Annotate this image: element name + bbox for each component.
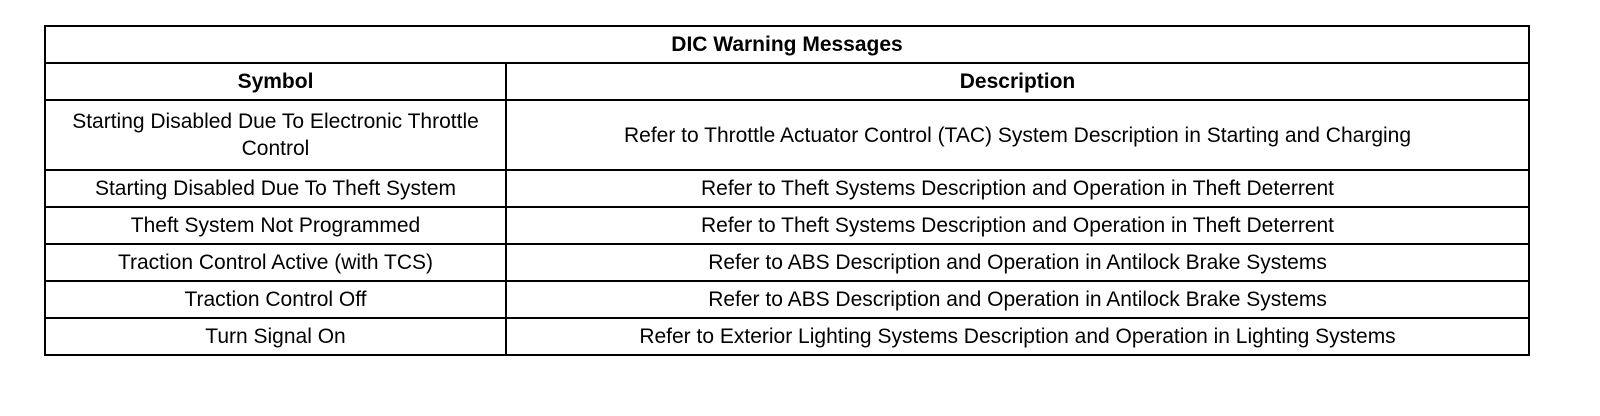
symbol-cell: Traction Control Off (45, 281, 506, 318)
table-row (45, 100, 1529, 170)
column-header-description: Description (506, 63, 1529, 100)
table-row (45, 281, 1529, 318)
table-header-row (45, 63, 1529, 100)
table-row (45, 318, 1529, 355)
description-cell: Refer to Throttle Actuator Control (TAC) System Description in Starting and Charging (506, 100, 1529, 170)
description-cell: Refer to ABS Description and Operation in Antilock Brake Systems (506, 244, 1529, 281)
column-header-symbol: Symbol (45, 63, 506, 100)
symbol-cell: Theft System Not Programmed (45, 207, 506, 244)
description-cell: Refer to Theft Systems Description and Operation in Theft Deterrent (506, 170, 1529, 207)
description-cell: Refer to Exterior Lighting Systems Description and Operation in Lighting Systems (506, 318, 1529, 355)
table-row (45, 207, 1529, 244)
dic-warning-messages-table (44, 25, 1530, 356)
table-title: DIC Warning Messages (45, 26, 1529, 63)
symbol-cell: Traction Control Active (with TCS) (45, 244, 506, 281)
symbol-cell: Starting Disabled Due To Theft System (45, 170, 506, 207)
symbol-cell: Turn Signal On (45, 318, 506, 355)
description-cell: Refer to Theft Systems Description and Operation in Theft Deterrent (506, 207, 1529, 244)
table-row (45, 170, 1529, 207)
table-row (45, 244, 1529, 281)
table-title-row (45, 26, 1529, 63)
symbol-cell: Starting Disabled Due To Electronic Throttle Control (45, 100, 506, 170)
description-cell: Refer to ABS Description and Operation in Antilock Brake Systems (506, 281, 1529, 318)
